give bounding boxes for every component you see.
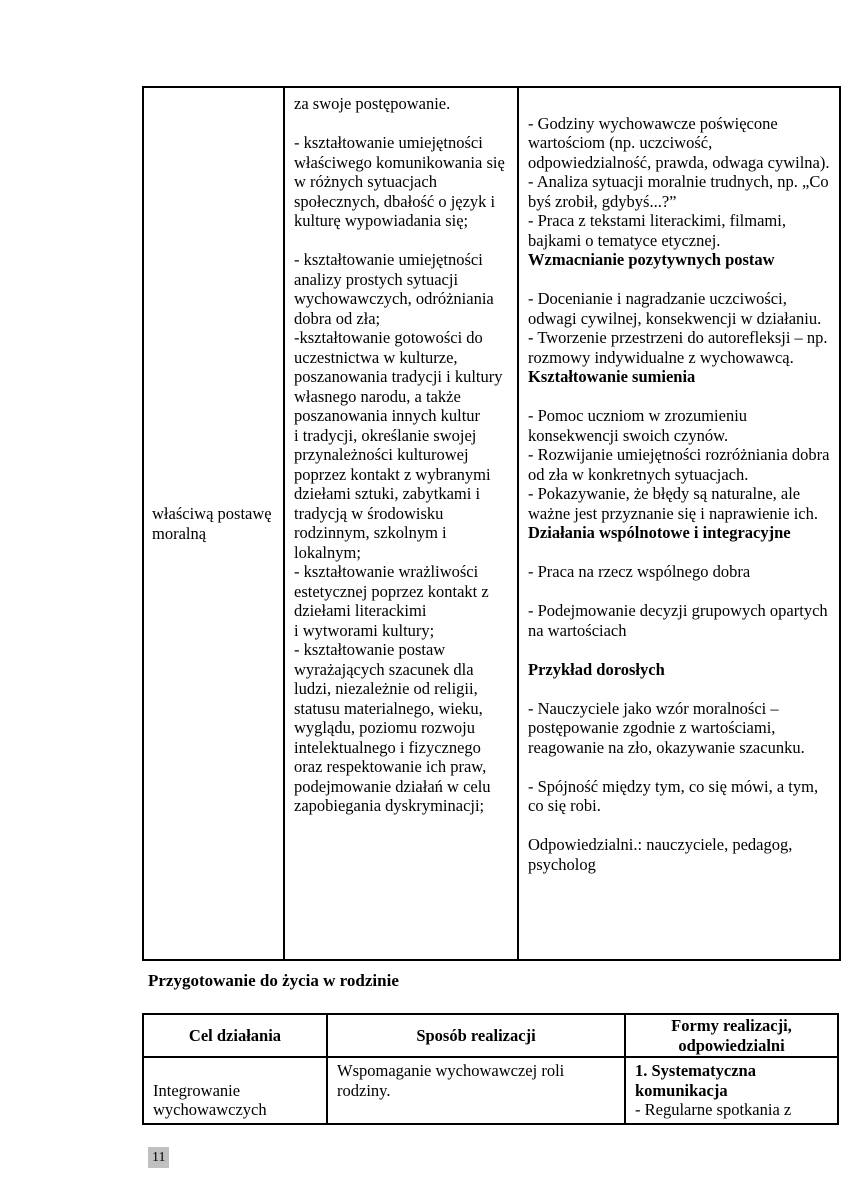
text-paragraph	[153, 1061, 320, 1081]
text-paragraph: - Docenianie i nagradzanie uczciwości, odwagi cywilnej, konsekwencji w działaniu.	[528, 289, 822, 328]
text-paragraph: - Godziny wychowawcze poświęcone wartościom (np. uczciwość, odpowiedzialność, prawda, odwaga cywilna).	[528, 113, 830, 172]
text-paragraph: - Rozwijanie umiejętności rozróżniania dobra od zła w konkretnych sytuacjach.	[528, 445, 830, 484]
text-paragraph: - kształtowanie wrażliwości estetycznej poprzez kontakt z dziełami literackimi	[294, 562, 489, 620]
text-paragraph: Wspomaganie wychowawczej roli rodziny.	[337, 1061, 565, 1100]
text-paragraph	[528, 270, 831, 290]
text-paragraph	[294, 231, 511, 251]
bold-subheading-paragraph: 1. Systematyczna komunikacja	[635, 1061, 756, 1100]
methods-cell	[284, 87, 518, 960]
header-sposob-realizacji: Sposób realizacji	[327, 1014, 625, 1057]
text-paragraph: - Analiza sytuacji moralnie trudnych, np. „Co byś zrobił, gdybyś...?”	[528, 172, 829, 211]
text-paragraph	[528, 757, 831, 777]
text-paragraph	[528, 816, 831, 836]
text-paragraph: i tradycji, określanie swojej przynależności kulturowej poprzez kontakt z wybranymi dziełami sztuki, zabytkami i tradycją w środowisku rodzinnym, szkolnym i lokalnym;	[294, 425, 491, 562]
text-paragraph: - Praca z tekstami literackimi, filmami, bajkami o tematyce etycznej.	[528, 211, 786, 250]
text-paragraph: za swoje postępowanie.	[294, 94, 451, 113]
text-paragraph: i wytworami kultury;	[294, 620, 435, 640]
text-paragraph: - kształtowanie umiejętności właściwego komunikowania się w różnych sytuacjach społecznych, dbałość o język i kulturę wypowiadania się;	[294, 133, 505, 230]
goal-cell	[143, 87, 284, 960]
text-paragraph	[528, 387, 831, 407]
text-paragraph: - Regularne spotkania z	[635, 1100, 792, 1119]
bold-subheading-paragraph: Wzmacnianie pozytywnych postaw	[528, 250, 775, 269]
section-heading: Przygotowanie do życia w rodzinie	[148, 971, 399, 990]
text-paragraph: - Praca na rzecz wspólnego dobra	[528, 562, 751, 581]
text-paragraph: - Podejmowanie decyzji grupowych opartych na wartościach	[528, 601, 828, 640]
family-goal-cell	[143, 1057, 327, 1124]
goal-cell-text: właściwą postawę moralną	[152, 504, 272, 543]
text-paragraph: - kształtowanie umiejętności analizy prostych sytuacji wychowawczych, odróżniania dobra od zła;	[294, 250, 494, 328]
family-table-header-row	[143, 1014, 838, 1057]
values-table-row	[143, 87, 840, 960]
bold-subheading-paragraph: Działania wspólnotowe i integracyjne	[528, 523, 791, 542]
text-paragraph: - Spójność między tym, co się mówi, a tym, co się robi.	[528, 776, 819, 815]
text-paragraph: Odpowiedzialni.: nauczyciele, pedagog, psycholog	[528, 835, 793, 874]
text-paragraph	[528, 582, 831, 602]
header-cel-dzialania: Cel działania	[143, 1014, 327, 1057]
family-forms-cell	[625, 1057, 838, 1124]
text-paragraph	[294, 114, 511, 134]
text-paragraph: -kształtowanie gotowości do uczestnictwa w kulturze, poszanowania tradycji i kultury własnego narodu, a także poszanowania innych kultur	[294, 328, 503, 425]
text-paragraph: - Nauczyciele jako wzór moralności – postępowanie zgodnie z wartościami, reagowanie na zło, okazywanie szacunku.	[528, 698, 805, 757]
page-number: 11	[148, 1147, 169, 1168]
family-table	[142, 1013, 839, 1125]
text-paragraph: - Pomoc uczniom w zrozumieniu konsekwencji swoich czynów.	[528, 406, 748, 445]
text-paragraph: - Tworzenie przestrzeni do autorefleksji – np. rozmowy indywidualne z wychowawcą.	[528, 328, 828, 367]
text-paragraph	[528, 543, 831, 563]
text-paragraph: Integrowanie wychowawczych	[153, 1080, 267, 1119]
family-method-cell	[327, 1057, 625, 1124]
text-paragraph	[528, 679, 831, 699]
values-table	[142, 86, 841, 961]
bold-subheading-paragraph: Kształtowanie sumienia	[528, 367, 696, 386]
header-formy-realizacji: Formy realizacji, odpowiedzialni	[625, 1014, 838, 1057]
bold-subheading-paragraph: Przykład dorosłych	[528, 659, 665, 679]
family-table-row	[143, 1057, 838, 1124]
text-paragraph	[528, 640, 831, 660]
text-paragraph: - Pokazywanie, że błędy są naturalne, ale ważne jest przyznanie się i naprawienie ich.	[528, 484, 818, 523]
forms-cell	[518, 87, 840, 960]
text-paragraph	[528, 94, 831, 114]
text-paragraph: - kształtowanie postaw wyrażających szacunek dla ludzi, niezależnie od religii, statusu materialnego, wieku, wyglądu, poziomu rozwoju intelektualnego i fizycznego oraz respektowanie ich praw, podejmowanie działań w celu zapobiegania dyskryminacji;	[294, 640, 491, 815]
